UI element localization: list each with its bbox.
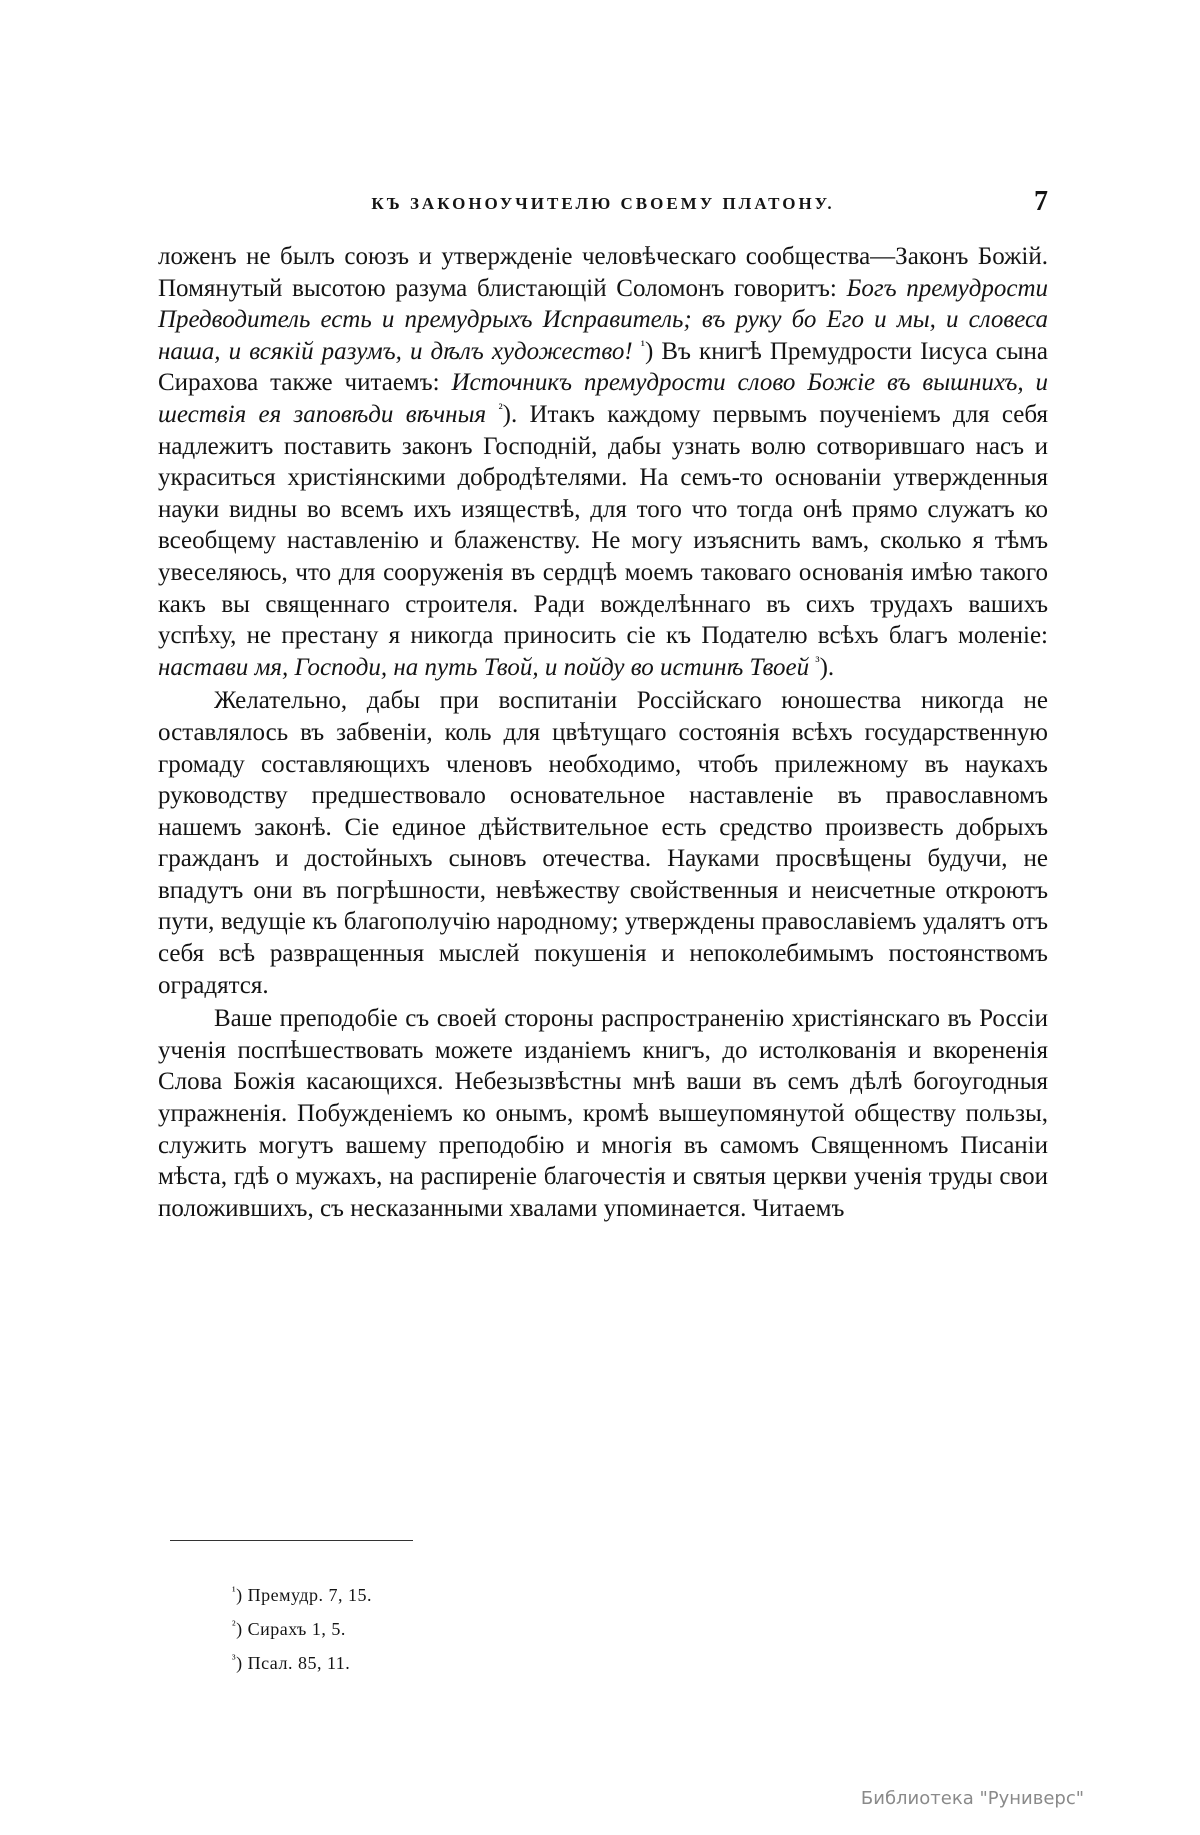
footnotes bbox=[232, 1578, 832, 1680]
footnote-mark: ² bbox=[232, 1618, 237, 1632]
italic-quote: Богъ премудрости Предводитель есть и премудрыхъ Исправитель; въ руку бо Его и мы, и словеса наша, и всякій разумъ, и дѣлъ художество! bbox=[158, 274, 1048, 365]
body-text bbox=[158, 241, 1048, 1224]
paragraph bbox=[158, 1003, 1048, 1224]
footnote-reference: ³ bbox=[815, 654, 820, 670]
running-title: КЪ ЗАКОНОУЧИТЕЛЮ СВОЕМУ ПЛАТОНУ. bbox=[371, 194, 835, 213]
text-run: Желательно, дабы при воспитаніи Россійскаго юношества никогда не оставлялось въ забвеніи, коль для цвѣтущаго состоянія всѣхъ государственную громаду составляющихъ членовъ необходимо, чтобъ прилежному въ наукахъ руководству предшествовало основательное наставленіе въ православномъ нашемъ законѣ. Сіе единое дѣйствительное есть средство произвесть добрыхъ гражданъ и достойныхъ сыновъ отечества. Науками просвѣщены будучи, не впадутъ они въ погрѣшности, невѣжеству свойственныя и неисчетные откроютъ пути, ведущіе къ благополучію народному; утверждены православіемъ удалятъ отъ себя всѣ развращенныя мыслей покушенія и непоколебимымъ постоянствомъ оградятся. bbox=[158, 687, 1048, 999]
italic-quote: Источникъ премудрости слово Божіе въ вышнихъ, и шествія ея заповѣди вѣчныя bbox=[158, 369, 1048, 428]
footnote bbox=[232, 1578, 832, 1612]
text-run: ложенъ не былъ союзъ и утвержденіе человѣческаго сообщества—Законъ Божій. Помянутый высотою разума блистающій Соломонъ говоритъ: bbox=[158, 243, 1048, 302]
footnote-mark: ¹ bbox=[232, 1584, 237, 1598]
library-watermark: Библиотека "Руниверс" bbox=[860, 1788, 1084, 1809]
footnote-reference: ¹ bbox=[640, 338, 645, 354]
paragraph bbox=[158, 685, 1048, 1001]
text-run: ). Итакъ каждому первымъ поученіемъ для себя надлежитъ поставить законъ Господній, дабы узнать волю сотворившаго насъ и украситься христіянскими добродѣтелями. На семъ-то основаніи утвержденныя науки видны во всемъ ихъ изяществѣ, для того что тогда онѣ прямо служатъ ко всеобщему наставленію и блаженству. Не могу изъяснить вамъ, сколько я тѣмъ увеселяюсь, что для сооруженія въ сердцѣ моемъ таковаго основанія имѣю такого какъ вы священнаго строителя. Ради вожделѣннаго въ сихъ трудахъ вашихъ успѣху, не престану я никогда приносить сіе къ Подателю всѣхъ благъ моленіе: bbox=[158, 400, 1049, 650]
text-run: Ваше преподобіе съ своей стороны распространенію христіянскаго въ Россіи ученія поспѣшествовать можете изданіемъ книгъ, до истолкованія и вкорененія Слова Божія касающихся. Небезызвѣстны мнѣ ваши въ семъ дѣлѣ богоугодныя упражненія. Побужденіемъ ко онымъ, кромѣ вышеупомянутой обществу пользы, служить могутъ вашему преподобію и многія въ самомъ Священномъ Писаніи мѣста, гдѣ о мужахъ, на распиреніе благочестія и святыя церкви ученія труды свои положившихъ, съ несказанными хвалами упоминается. Читаемъ bbox=[158, 1005, 1048, 1222]
italic-quote: настави мя, Господи, на путь Твой, и пойду во истинѣ Твоей bbox=[158, 653, 810, 681]
paragraph bbox=[158, 241, 1048, 683]
text-run bbox=[633, 338, 641, 365]
footnote-text: ) Псал. 85, 11. bbox=[236, 1653, 351, 1673]
page-number: 7 bbox=[1034, 186, 1048, 217]
footnote bbox=[232, 1612, 832, 1646]
footnote-text: ) Сирахъ 1, 5. bbox=[236, 1619, 346, 1639]
footnote-text: ) Премудр. 7, 15. bbox=[236, 1585, 373, 1605]
footnote-mark: ³ bbox=[232, 1652, 237, 1666]
text-run: ). bbox=[819, 653, 835, 681]
text-run: ) Въ книгѣ Премудрости Іисуса сына Сирахова также читаемъ: bbox=[158, 337, 1049, 397]
footnote-divider bbox=[170, 1540, 413, 1541]
text-run bbox=[486, 401, 498, 428]
running-head bbox=[158, 186, 1048, 226]
footnote bbox=[232, 1646, 832, 1680]
footnote-reference: ² bbox=[498, 401, 503, 417]
